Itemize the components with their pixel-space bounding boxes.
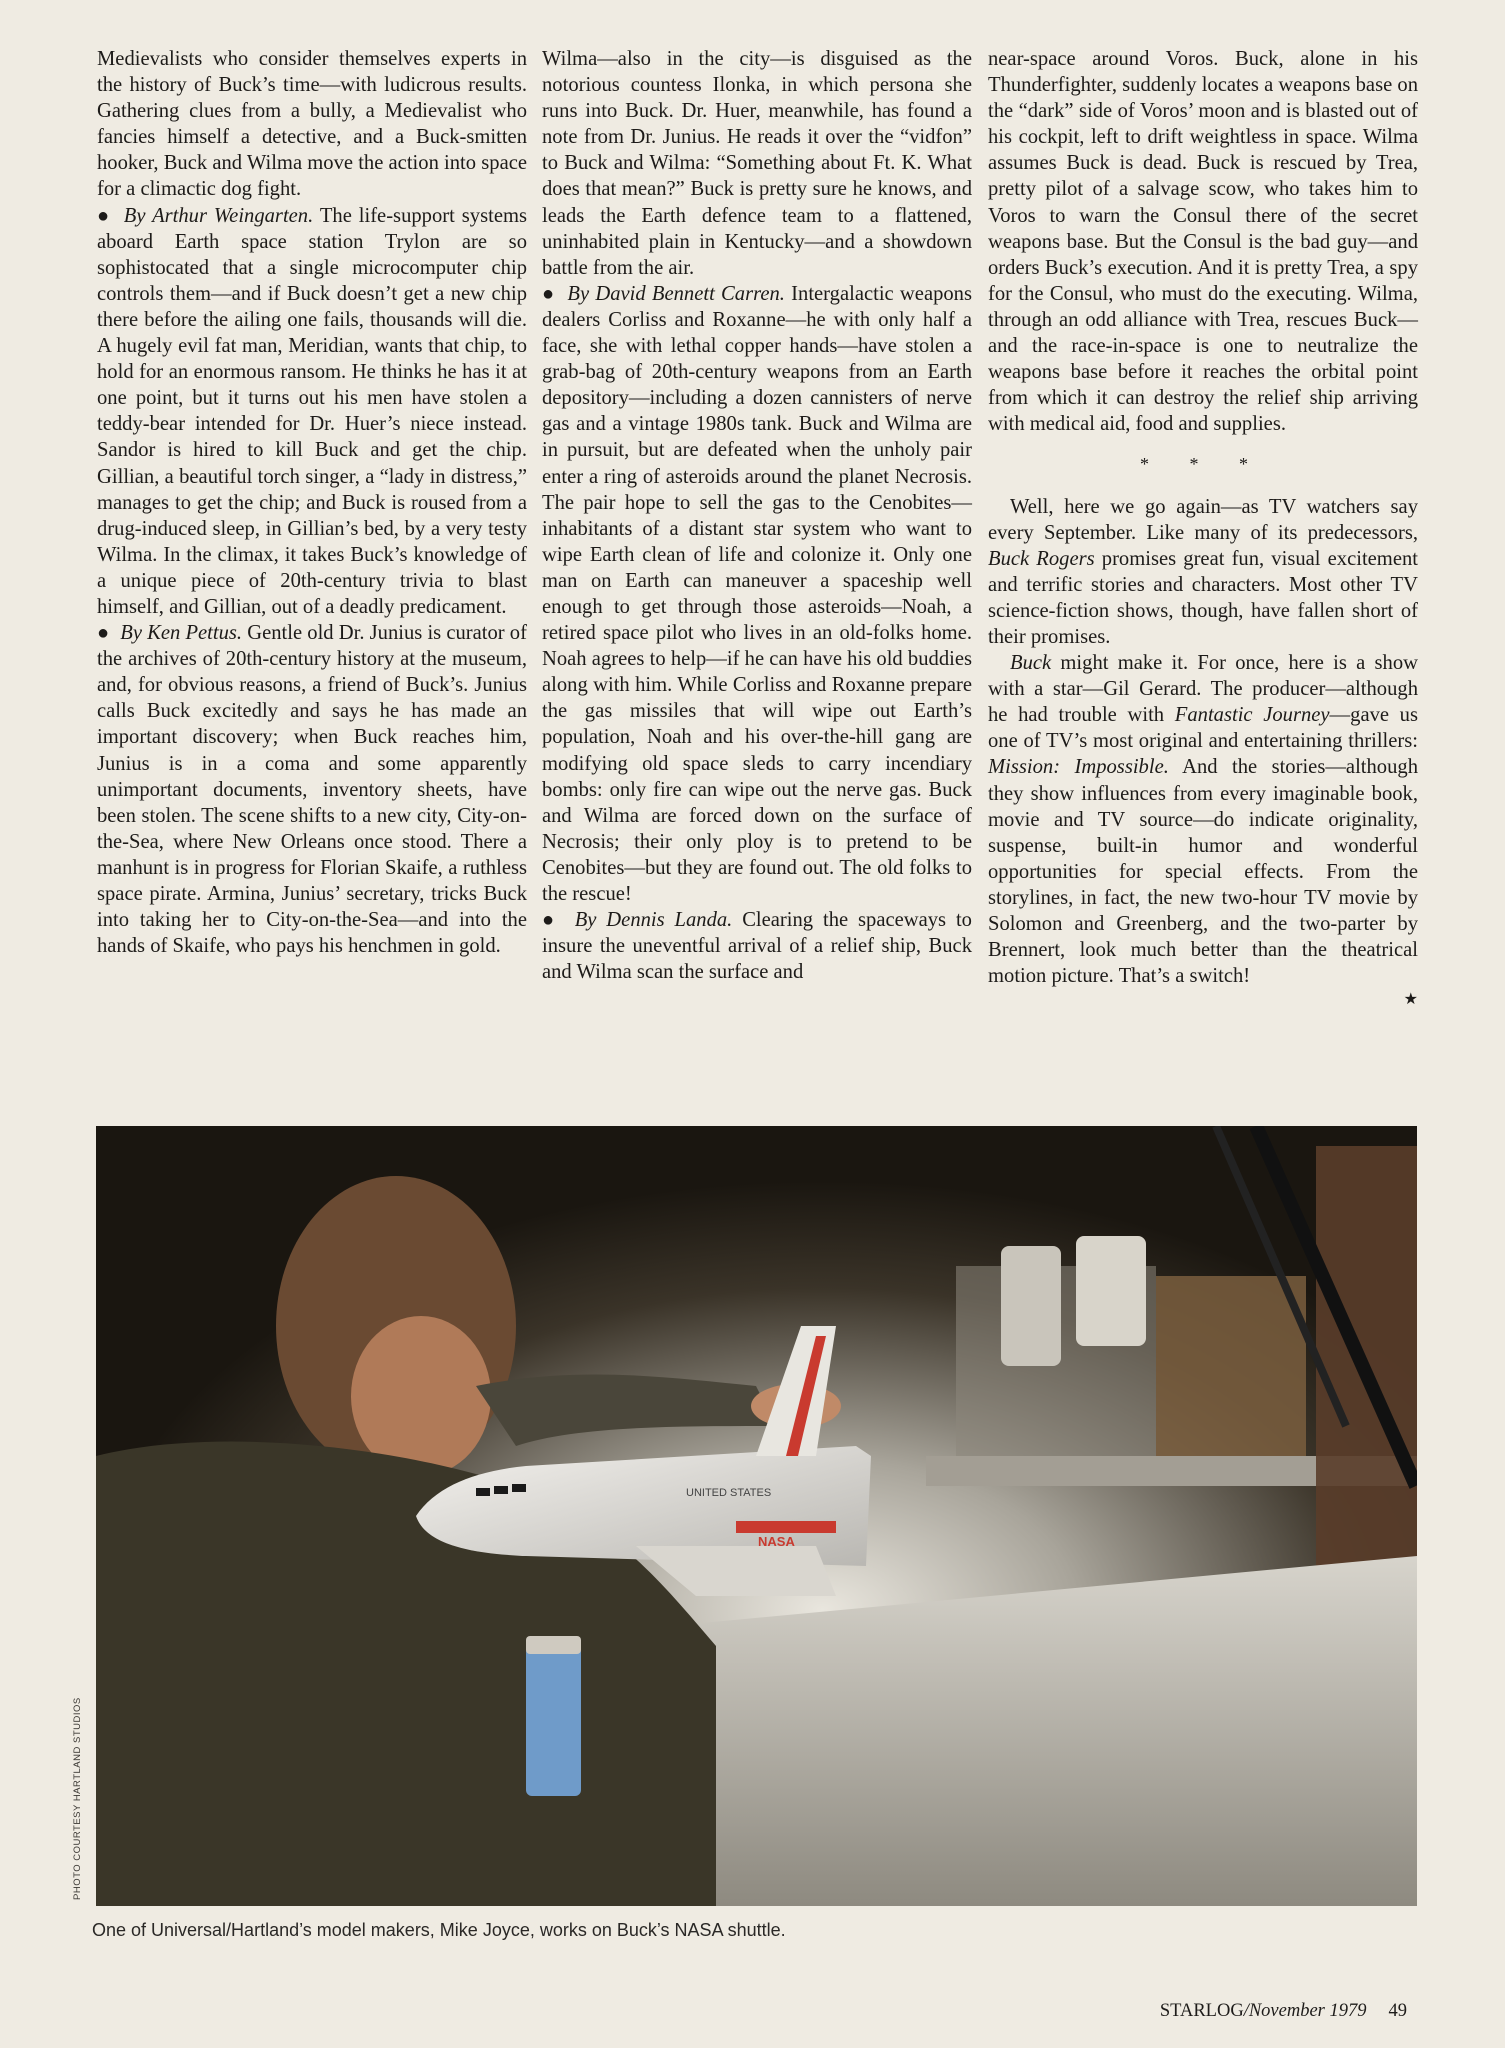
- byline: By David Bennett Carren.: [567, 282, 785, 305]
- episode-summary-carren: [542, 281, 972, 907]
- spray-can: [526, 1646, 581, 1796]
- workshop-photo: [96, 1126, 1417, 1906]
- issue-date: /November 1979: [1243, 2001, 1367, 2021]
- bullet-icon: ●: [97, 204, 111, 227]
- column-1-paragraph: Medievalists who consider themselves experts in the history of Buck’s time—with ludicrous results. Gathering clues from a bully, a Medievalist who fancies himself a detective, and a Buck-smitten hooker, Buck and Wilma move the action into space for a climactic dog fight.: [97, 48, 527, 201]
- byline: By Ken Pettus.: [120, 622, 243, 645]
- cockpit-window: [512, 1484, 526, 1492]
- show-title: Buck: [1010, 652, 1052, 675]
- episode-summary-weingarten: [97, 203, 527, 621]
- column-2-paragraph: Wilma—also in the city—is disguised as the notorious countess Ilonka, in which persona she runs into Buck. Dr. Huer, meanwhile, has found a note from Dr. Junius. He reads it over the “vidfon” to Buck and Wilma: “Something about Ft. K. What does that mean?” Buck is pretty sure he knows, and leads the Earth defence team to a flattened, uninhabited plain in Kentucky—and a showdown battle from the air.: [542, 48, 972, 279]
- bullet-icon: ●: [542, 909, 559, 932]
- wooden-box: [1156, 1276, 1306, 1476]
- jar: [1076, 1236, 1146, 1346]
- page-number: 49: [1388, 2001, 1407, 2021]
- column-1: [97, 46, 527, 959]
- spray-can-cap: [526, 1636, 581, 1654]
- photo-caption: One of Universal/Hartland’s model makers, Mike Joyce, works on Buck’s NASA shuttle.: [92, 1920, 786, 1940]
- column-3: [988, 46, 1418, 1013]
- episode-summary-landa: [542, 907, 972, 985]
- section-separator: * * *: [1140, 454, 1266, 475]
- bullet-icon: ●: [542, 282, 556, 305]
- jar: [1001, 1246, 1061, 1366]
- summary-text: Intergalactic weapons dealers Corliss and Roxanne—he with only half a face, she with lethal copper hands—have stolen a grab-bag of 20th-century weapons from an Earth depository—including a dozen cannisters of nerve gas and a vintage 1980s tank. Buck and Wilma are in pursuit, but are defeated when the unholy pair enter a ring of asteroids around the planet Necrosis. The pair hope to sell the gas to the Cenobites—inhabitants of a distant star system who want to wipe Earth clean of life and colonize it. Only one man on Earth can maneuver a spaceship well enough to get through those asteroids—Noah, a retired space pilot who lives in an old-folks home. Noah agrees to help—if he can have his old buddies along with him. While Corliss and Roxanne prepare the gas missiles that will wipe out Earth’s population, Noah and his over-the-hill gang are modifying old space sleds to carry incendiary bombs: only fire can wipe out the nerve gas. Buck and Wilma are forced down on the surface of Necrosis; their only ploy is to pretend to be Cenobites—but they are found out. The old folks to the rescue!: [542, 282, 972, 905]
- side-rack: [1316, 1146, 1417, 1566]
- end-mark-icon: ★: [1403, 991, 1418, 1009]
- episode-summary-pettus: [97, 620, 527, 959]
- shuttle-stripe: [736, 1521, 836, 1533]
- text-run: promises great fun, visual excitement and terrific stories and characters. Most other TV science-fiction shows, though, have fallen short of their promises.: [988, 547, 1418, 648]
- page-footer: [1160, 2001, 1407, 2022]
- review-paragraph-2: [988, 650, 1418, 989]
- summary-text: Clearing the spaceways to insure the uneventful arrival of a relief ship, Buck and Wilma scan the surface and: [542, 909, 972, 984]
- byline: By Arthur Weingarten.: [123, 204, 314, 227]
- model-maker-face: [351, 1316, 491, 1476]
- byline: By Dennis Landa.: [574, 909, 733, 932]
- shuttle-nasa-label: NASA: [758, 1534, 795, 1549]
- show-title: Buck Rogers: [988, 547, 1095, 570]
- summary-text: The life-support systems aboard Earth space station Trylon are so sophistocated that a single microcomputer chip controls them—and if Buck doesn’t get a new chip there before the ailing one fails, thousands will die. A hugely evil fat man, Meridian, wants that chip, to hold for an enormous ransom. He thinks he has it at one point, but it turns out his men have stolen a teddy-bear intended for Dr. Huer’s niece instead. Sandor is hired to kill Buck and get the chip. Gillian, a beautiful torch singer, a “lady in distress,” manages to get the chip; and Buck is roused from a drug-induced sleep, in Gillian’s bed, by a very testy Wilma. In the climax, it takes Buck’s knowledge of a unique piece of 20th-century trivia to blast himself, and Gillian, out of a deadly predicament.: [97, 204, 527, 618]
- text-run: —gave us one of TV’s most original and entertaining thrillers:: [988, 704, 1418, 753]
- photo-credit: PHOTO COURTESY HARTLAND STUDIOS: [72, 1697, 83, 1900]
- shuttle-label: UNITED STATES: [686, 1487, 772, 1499]
- column-3-paragraph: near-space around Voros. Buck, alone in his Thunderfighter, suddenly locates a weapons base on the “dark” side of Voros’ moon and is blasted out of his cockpit, left to drift weightless in space. Wilma assumes Buck is dead. Buck is rescued by Trea, pretty pilot of a salvage scow, who takes him to Voros to warn the Consul there of the secret weapons base. But the Consul is the bad guy—and orders Buck’s execution. And it is pretty Trea, a spy for the Consul, who must do the executing. Wilma, through an odd alliance with Trea, rescues Buck—and the race-in-space is one to neutralize the weapons base before it reaches the orbital point from which it can destroy the relief ship arriving with medical aid, food and supplies.: [988, 48, 1418, 436]
- photo-illustration: [96, 1126, 1417, 1906]
- bullet-icon: ●: [97, 622, 110, 645]
- column-2: [542, 46, 972, 985]
- show-title: Mission: Impossible.: [988, 756, 1169, 779]
- cockpit-window: [476, 1488, 490, 1496]
- review-paragraph-1: [988, 494, 1418, 651]
- cockpit-window: [494, 1486, 508, 1494]
- text-run: And the stories—although they show influences from every imaginable book, movie and TV source—do indicate originality, suspense, built-in humor and wonderful opportunities for special effects. From the storylines, in fact, the new two-hour TV movie by Solomon and Greenberg, and the two-parter by Brennert, look much better than the theatrical motion picture. That’s a switch!: [988, 756, 1418, 988]
- text-run: might make it. For once, here is a show with a star—Gil Gerard. The producer—although he had trouble with: [988, 652, 1418, 727]
- magazine-name: STARLOG: [1159, 2001, 1244, 2021]
- summary-text: Gentle old Dr. Junius is curator of the archives of 20th-century history at the museum, and, for obvious reasons, a friend of Buck’s. Junius calls Buck excitedly and says he has made an important discovery; when Buck reaches him, Junius is in a coma and some apparently unimportant documents, inventory sheets, have been stolen. The scene shifts to a new city, City-on-the-Sea, where New Orleans once stood. There a manhunt is in progress for Florian Skaife, a ruthless space pirate. Armina, Junius’ secretary, tricks Buck into taking her to City-on-the-Sea—and into the hands of Skaife, who pays his henchmen in gold.: [97, 622, 527, 958]
- show-title: Fantastic Journey: [1174, 704, 1330, 727]
- text-run: Well, here we go again—as TV watchers say every September. Like many of its predecessors,: [988, 495, 1418, 544]
